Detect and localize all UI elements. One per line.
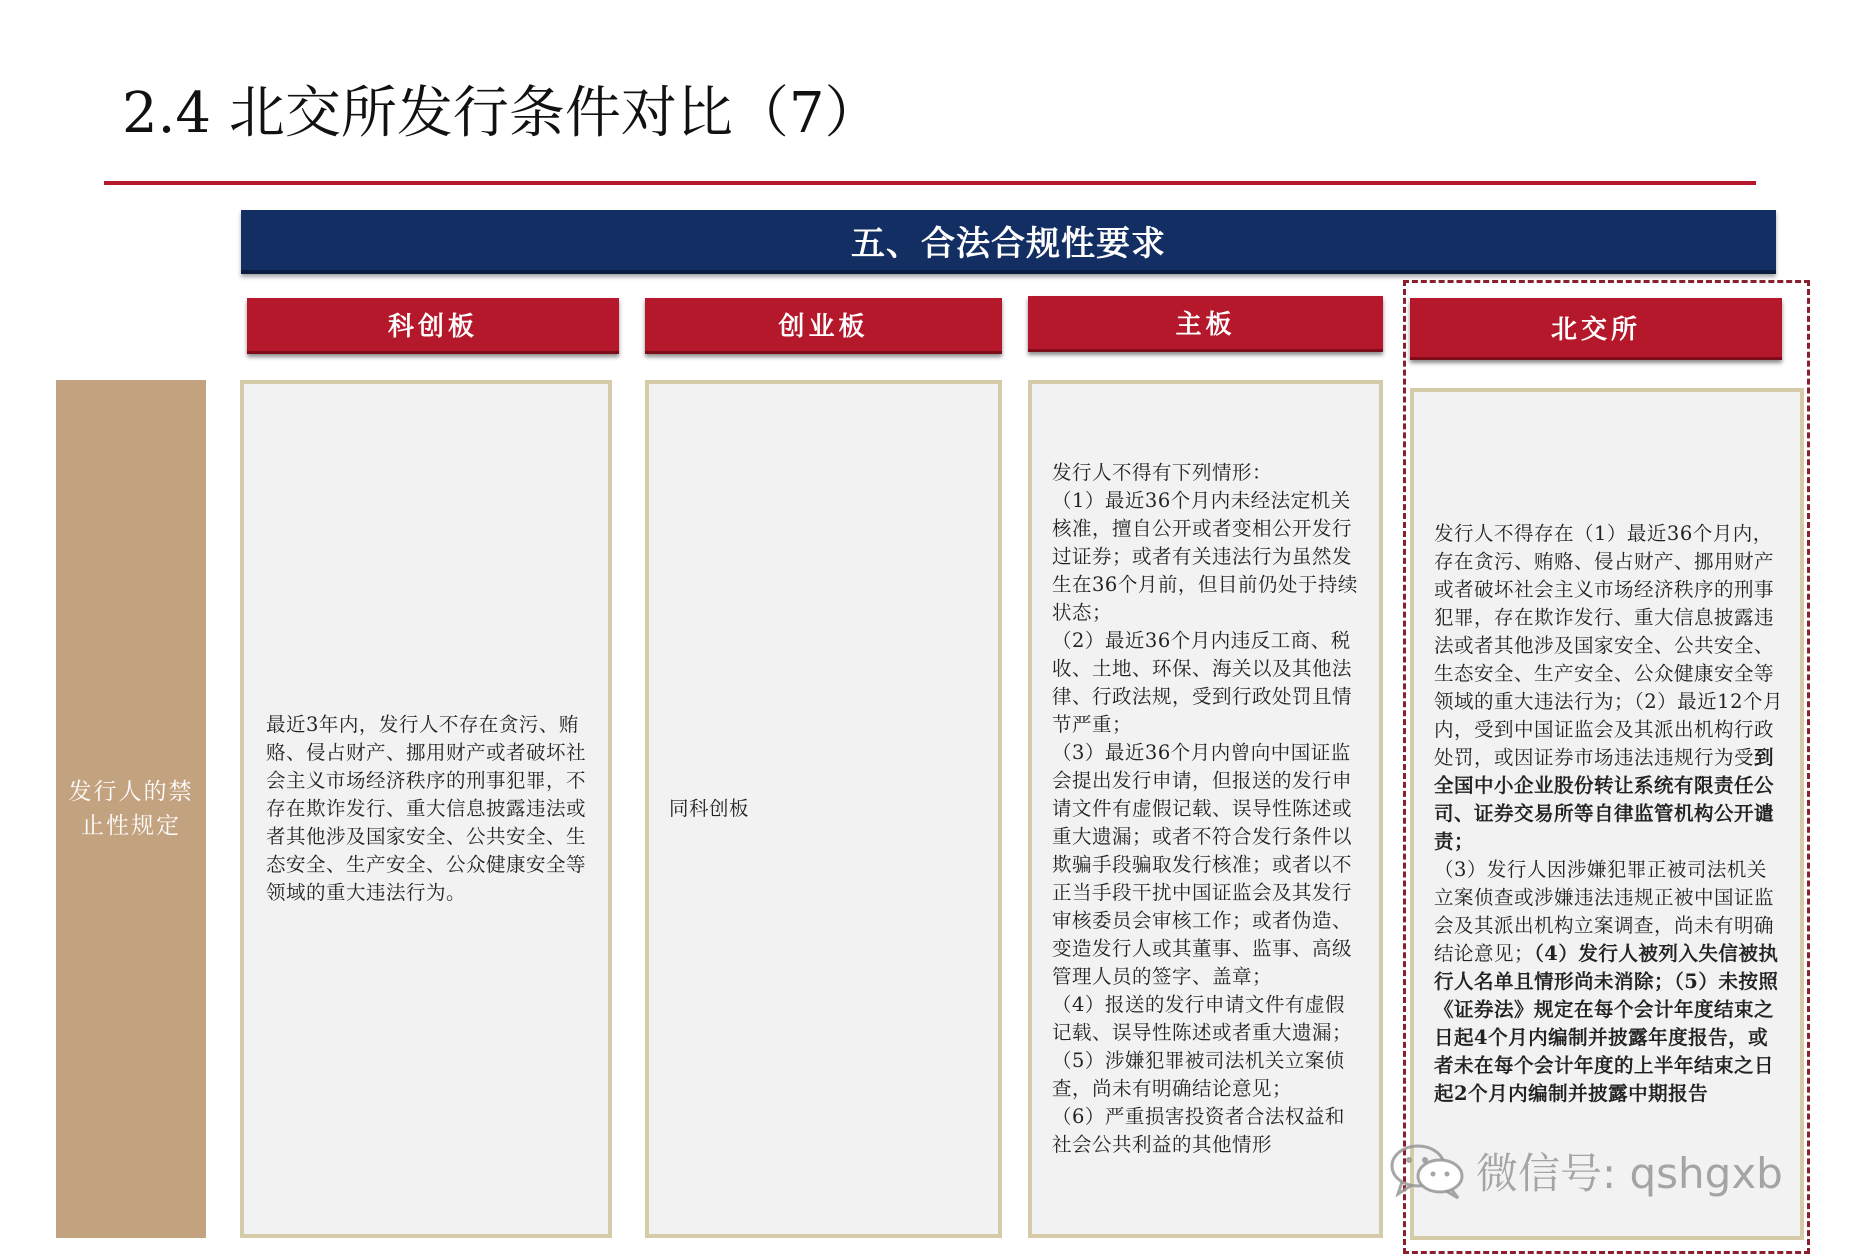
cell-bse-part1: 发行人不得存在（1）最近36个月内，存在贪污、贿赂、侵占财产、挪用财产或者破坏社会主义市场经济秩序的刑事犯罪，存在欺诈发行、重大信息披露违法或者其他涉及国家安全、公共安全、生态安全、生产安全、公众健康安全等领域的重大违法行为；（2）最近12个月内，受到中国证监会及其派出机构行政处罚，或因证券市场违法违规行为受	[1434, 522, 1783, 769]
header-main-board: 主板	[1028, 296, 1383, 352]
wechat-icon	[1388, 1142, 1468, 1200]
cell-main-board-text: 发行人不得有下列情形： （1）最近36个月内未经法定机关核准，擅自公开或者变相公开发行过证券；或者有关违法行为虽然发生在36个月前，但目前仍处于持续状态； （2）最近36个月内违反工商、税收、土地、环保、海关以及其他法律、行政法规，受到行政处罚且情节严重； （3）最近36个月内曾向中国证监会提出发行申请，但报送的发行申请文件有虚假记载、误导性陈述或重大遗漏；或者不符合发行条件以欺骗手段骗取发行核准；或者以不正当手段干扰中国证监会及其发行审核委员会审核工作；或者伪造、变造发行人或其董事、监事、高级管理人员的签字、盖章； （4）报送的发行申请文件有虚假记载、误导性陈述或者重大遗漏； （5）涉嫌犯罪被司法机关立案侦查，尚未有明确结论意见； （6）严重损害投资者合法权益和社会公共利益的其他情形	[1052, 461, 1358, 1156]
cell-bse	[1410, 388, 1804, 1240]
watermark	[1388, 1140, 1783, 1202]
header-chinext: 创业板	[645, 298, 1002, 354]
section-banner: 五、合法合规性要求	[241, 210, 1776, 274]
cell-star-market-text: 最近3年内，发行人不存在贪污、贿赂、侵占财产、挪用财产或者破坏社会主义市场经济秩序的刑事犯罪，不存在欺诈发行、重大信息披露违法或者其他涉及国家安全、公共安全、生态安全、生产安全、公众健康安全等领域的重大违法行为。	[266, 713, 587, 904]
cell-chinext	[645, 380, 1002, 1238]
cell-star-market	[240, 380, 612, 1238]
cell-main-board	[1028, 380, 1383, 1238]
title-divider	[104, 181, 1756, 185]
watermark-text: 微信号: qshgxb	[1476, 1149, 1783, 1198]
header-bse: 北交所	[1410, 298, 1782, 360]
cell-chinext-text: 同科创板	[669, 797, 750, 820]
page-title: 2.4 北交所发行条件对比（7）	[122, 81, 881, 146]
cell-bse-bold2: （4）发行人被列入失信被执行人名单且情形尚未消除；（5）未按照《证券法》规定在每个会计年度结束之日起4个月内编制并披露年度报告，或者未在每个会计年度的上半年结束之日起2个月内编制并披露中期报告	[1434, 942, 1779, 1105]
header-star-market: 科创板	[247, 298, 619, 354]
cell-bse-bold1: 到全国中小企业股份转让系统有限责任公司、证券交易所等自律监管机构公开谴责；	[1434, 746, 1775, 853]
row-label-prohibitions	[56, 380, 206, 1238]
row-label-text: 发行人的禁止性规定	[68, 779, 194, 839]
cell-bse-part2: （3）发行人因涉嫌犯罪正被司法机关立案侦查或涉嫌违法违规正被中国证监会及其派出机构立案调查，尚未有明确结论意见；	[1434, 858, 1775, 965]
cell-bse-text	[1434, 520, 1784, 1108]
